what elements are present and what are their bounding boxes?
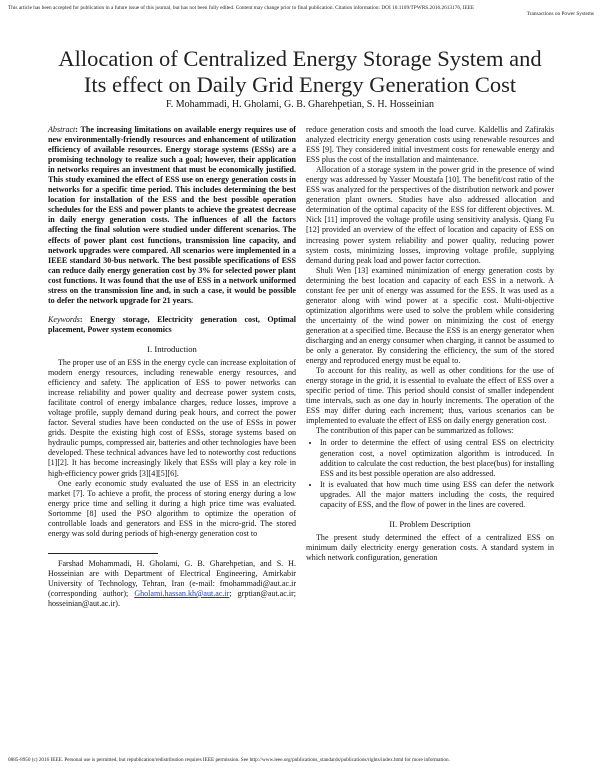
section-heading-introduction: I. Introduction (147, 343, 197, 354)
title-line-2: Its effect on Daily Grid Energy Generation Cost (83, 72, 517, 97)
email-3: hosseinian@aut.ac.ir). (48, 599, 120, 609)
footnote-text: Farshad Mohammadi, H. Gholami, G. B. Gharehpetian, and S. H. Hosseinian are with Department of Electrical Engineering, Amirkabir University of Technology, Tehran, Iran (e-mail: fmohammadi@aut.ac.ir (corresponding author); (48, 558, 296, 598)
header-line-2: Transactions on Power Systems (526, 11, 594, 18)
author-list: F. Mohammadi, H. Gholami, G. B. Gharehpetian, S. H. Hosseinian (165, 99, 435, 110)
paragraph-reality: To account for this reality, as well as other conditions for the use of energy storage in the grid, it is essential to evaluate the effect of ESS over a specific period of time. This period should consist of smaller independent time intervals, such as one day in hourly increments. The operation of the ESS may differ during each increment; thus, various scenarios can be implemented to evaluate the effect of ESS on daily energy generation cost. (306, 366, 554, 426)
paragraph-problem: The present study determined the effect of a centralized ESS on minimum daily electricity energy generation costs. A standard system in which network configuration, generation (306, 532, 554, 562)
paragraph-shuli-wen: Shuli Wen [13] examined minimization of energy generation costs by determining the best location and capacity of each ESS in a network. A constant fee per unit of energy was assumed for the ESS. It was used as a generator along with wind power at a specific cost. Multi-objective optimization algorithms were used to solve the problem while considering the uncertainty of the wind power on minimizing the cost of energy generation at a specified time. Because the ESS is an energy generator when discharging and an energy consumer when charging, it cannot be assumed to be only a generator. By considering the efficiency, the sum of the stored energy and reproduced energy must be equal to. (306, 265, 554, 366)
header-line-1: This article has been accepted for publication in a future issue of this journal, but has not been fully edited. Content may change prior to final publication. Citation information: DOI 10.1109/TPWRS.2016.2613176, IEEE (8, 5, 475, 11)
abstract-text: : The increasing limitations on available energy requires use of new environmentally-friendly resources and enhancement of utilization efficiency of available resources. Energy storage systems (ESSs) are a promising technology to realize such a goal; however, their application in networks requires an investment that must be economically justified. This study examined the effect of ESS use on energy generation costs in networks for a specific time period. This includes determining the best location for installation of the ESS and the best possible operation schedules for the ESS and power plants to achieve the greatest decrease in daily energy generation costs. The influences of all the factors affecting the final solution were studied under different scenarios. The effects of power plant cost functions, transmission line capacity, and network upgrades were compared. All scenarios were implemented in a IEEE standard 30-bus network. The best possible specifications of ESS can reduce daily energy generation cost by 3% for selected power plant cost functions. It was found that the use of ESS in a network uniformed stress on the transmission line and, in such a case, it would be possible to defer the network upgrade for 21 years. (48, 125, 296, 305)
paper-title (20, 46, 580, 98)
intro-paragraph-1: The proper use of an ESS in the energy cycle can increase exploitation of modern energy resources, including renewable energy resources, and efficiency and safety. The application of ESS to power networks can increase reliability and power quality and decrease power system costs, facilitate control of energy imbalance charges, reduce losses, improve a voltage profile, supply demand during peak hours, and correct the power factor. Several studies have been conducted on the use of ESSs in power grids. Despite the existing high cost of ESSs, storage systems based on hydraulic pumps, compressed air, batteries and other technologies have been developed. These technical advances have led to noteworthy cost reductions [1][2]. It has become increasingly likely that ESSs will play a key role in high-efficiency power grids [3][4][5][6]. (48, 357, 296, 478)
email-link-1[interactable]: Gholami.hassan.kh@aut.ac.ir (134, 588, 230, 598)
journal-header (8, 5, 594, 18)
keywords-text: : Energy storage, Electricity generation cost, Optimal placement, Power system economics (48, 314, 296, 334)
title-line-1: Allocation of Centralized Energy Storage System and (58, 46, 542, 71)
keywords (48, 315, 296, 335)
email-2: grptian@aut.ac.ir; (237, 588, 296, 598)
copyright-footer: 0885-8950 (c) 2016 IEEE. Personal use is permitted, but republication/redistribution requires IEEE permission. See http://www.ieee.org/publications_standards/publications/rights/index.html for more information. (8, 757, 450, 763)
footnote-divider (48, 553, 158, 554)
right-column (306, 125, 554, 563)
left-column (48, 125, 296, 609)
contribution-item-1: • In order to determine the effect of using central ESS on electricity generation cost, a novel optimization algorithm is introduced. In addition to calculate the cost reduction, the best place(bus) for installing ESS and its best possible operation are also addressed. (320, 438, 554, 478)
keywords-label: Keywords (48, 314, 80, 324)
abstract (48, 125, 296, 306)
paragraph-allocation: Allocation of a storage system in the power grid in the presence of wind energy was addressed by Yasser Moustafa [10]. The benefit/cost ratio of the ESS was analyzed for the perspectives of the distribution network and power generation plant owners. Studies have also addressed allocation and determination of the optimal capacity of the ESS for different objectives. M. Nick [11] improved the voltage profile using sensitivity analysis. Qiang Fu [12] provided an overview of the effect of location and capacity of ESS on increasing power system reliability and power quality, reducing power system costs, minimizing losses, improving voltage profile, supplying demand during peak load and power factor correction. (306, 165, 554, 265)
section-heading-problem: II. Problem Description (389, 518, 471, 529)
author-footnote (48, 559, 296, 609)
abstract-label: Abstract (48, 125, 76, 134)
contribution-item-2: • It is evaluated that how much time using ESS can defer the network upgrades. All the major matters including the costs, the required capacity of ESS, and the flow of power in the lines are covered. (320, 480, 554, 510)
contribution-list (306, 438, 554, 509)
paragraph-contribution: The contribution of this paper can be summarized as follows: (316, 426, 514, 436)
paragraph-continued: reduce generation costs and smooth the load curve. Kaldellis and Zafirakis analyzed electricity energy generation costs using renewable resources and ESS [9]. They considered initial investment costs for renewable energy and ESS plus the cost of the installation and maintenance. (306, 125, 554, 165)
footnote-separator: ; (229, 588, 232, 598)
intro-paragraph-2: One early economic study evaluated the use of ESS in an electricity market [7]. To achieve a profit, the process of storing energy during a low energy price time and selling it during a high price time was evaluated. Sortomme [8] used the PSO algorithm to optimize the operation of controllable loads and generators and ESS in the micro-grid. The stored energy was sold during periods of high-energy generation cost to (48, 478, 296, 538)
